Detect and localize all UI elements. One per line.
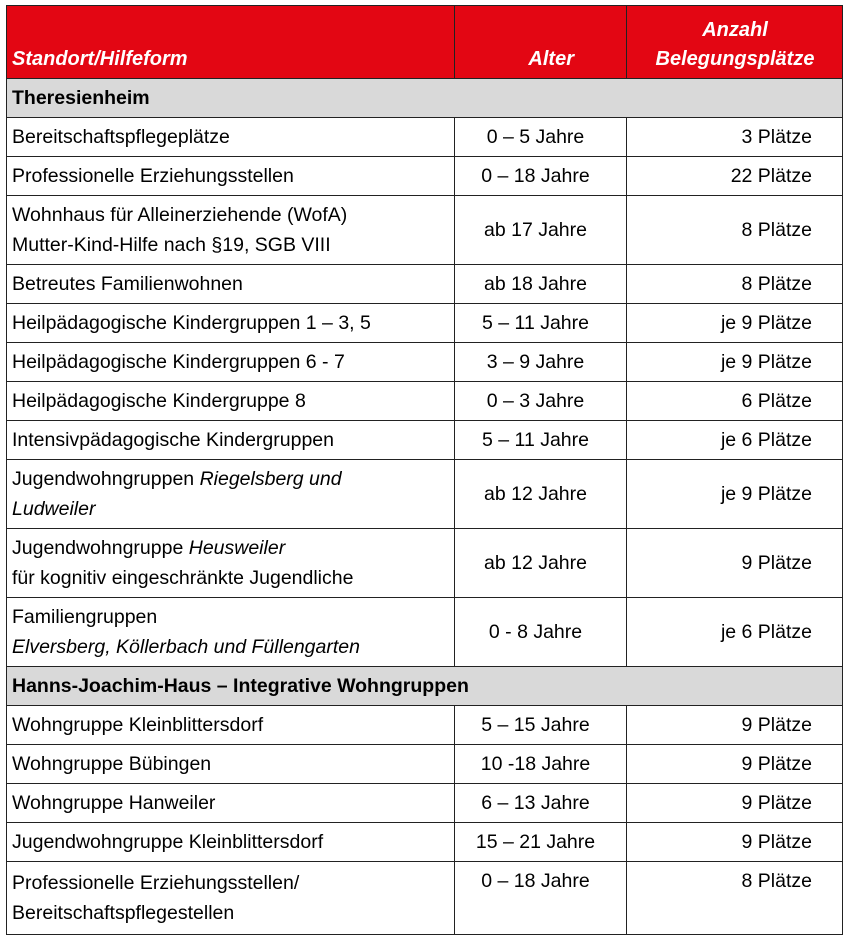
row-name-line2: Mutter-Kind-Hilfe nach §19, SGB VIII [12,234,331,256]
row-name-line2: Bereitschaftspflegestellen [12,902,235,924]
row-name: Jugendwohngruppe Kleinblittersdorf [7,823,455,862]
row-age: 0 – 18 Jahre [455,157,627,196]
row-name: Wohngruppe Kleinblittersdorf [7,706,455,745]
row-places: 22 Plätze [627,157,843,196]
row-name-line1: Familiengruppen [12,606,158,628]
row-places: 9 Plätze [627,529,843,598]
row-age: 5 – 15 Jahre [455,706,627,745]
row-name: Heilpädagogische Kindergruppen 6 - 7 [7,343,455,382]
row-age: 10 -18 Jahre [455,745,627,784]
header-places-line2: Belegungsplätze [655,48,815,70]
table-row [7,196,843,265]
row-name-line1: Professionelle Erziehungsstellen/ [12,872,300,894]
row-age: 6 – 13 Jahre [455,784,627,823]
row-age: ab 12 Jahre [455,460,627,529]
row-places: 9 Plätze [627,745,843,784]
row-age: 3 – 9 Jahre [455,343,627,382]
table-row [7,460,843,529]
table-row [7,265,843,304]
row-places: je 6 Plätze [627,598,843,667]
row-places: 9 Plätze [627,706,843,745]
row-name-italic1: Riegelsberg und [199,468,342,490]
row-places: je 6 Plätze [627,421,843,460]
row-places: 9 Plätze [627,823,843,862]
row-name-line1 [12,533,450,563]
row-places: 6 Plätze [627,382,843,421]
row-age: 0 – 3 Jahre [455,382,627,421]
row-name: Wohngruppe Bübingen [7,745,455,784]
table-row [7,157,843,196]
row-name-italic2: Ludweiler [12,498,96,520]
row-age: ab 17 Jahre [455,196,627,265]
table-row [7,421,843,460]
row-name: Bereitschaftspflegeplätze [7,118,455,157]
row-name-italic: Elversberg, Köllerbach und Füllengarten [12,636,360,658]
table-row [7,118,843,157]
row-age: 0 – 5 Jahre [455,118,627,157]
table-row [7,343,843,382]
section-title: Hanns-Joachim-Haus – Integrative Wohngruppen [7,667,843,706]
table-row [7,784,843,823]
row-places: 9 Plätze [627,784,843,823]
row-name-prefix: Jugendwohngruppe [12,537,189,559]
section-row [7,667,843,706]
row-name-line1: Wohnhaus für Alleinerziehende (WofA) [12,204,348,226]
header-age: Alter [455,6,627,79]
row-name-italic: Heusweiler [188,537,286,559]
table-row [7,706,843,745]
row-name: Intensivpädagogische Kindergruppen [7,421,455,460]
row-name [7,598,455,667]
row-name: Wohngruppe Hanweiler [7,784,455,823]
table-row [7,745,843,784]
row-places: je 9 Plätze [627,343,843,382]
table-row [7,823,843,862]
row-places: 8 Plätze [627,196,843,265]
row-name: Heilpädagogische Kindergruppen 1 – 3, 5 [7,304,455,343]
row-name-line1 [12,464,450,494]
table-row [7,529,843,598]
row-places: je 9 Plätze [627,460,843,529]
row-age: 0 – 18 Jahre [455,862,627,935]
row-age: 5 – 11 Jahre [455,304,627,343]
table-row [7,382,843,421]
row-age: 0 - 8 Jahre [455,598,627,667]
row-places: 3 Plätze [627,118,843,157]
row-name-line2: für kognitiv eingeschränkte Jugendliche [12,567,354,589]
table-container [6,5,843,935]
header-row [7,6,843,79]
section-row [7,79,843,118]
row-name: Betreutes Familienwohnen [7,265,455,304]
section-title: Theresienheim [7,79,843,118]
row-name-prefix: Jugendwohngruppen [12,468,200,490]
table-row [7,598,843,667]
table-row [7,862,843,935]
row-places: 8 Plätze [627,862,843,935]
placement-table [6,5,843,935]
row-name: Heilpädagogische Kindergruppe 8 [7,382,455,421]
header-location: Standort/Hilfeform [7,6,455,79]
row-places: 8 Plätze [627,265,843,304]
row-name [7,529,455,598]
header-places [627,6,843,79]
row-name [7,196,455,265]
header-places-line1: Anzahl [702,19,768,41]
row-age: 5 – 11 Jahre [455,421,627,460]
table-row [7,304,843,343]
row-age: ab 18 Jahre [455,265,627,304]
row-name: Professionelle Erziehungsstellen [7,157,455,196]
row-age: ab 12 Jahre [455,529,627,598]
row-name [7,862,455,935]
row-age: 15 – 21 Jahre [455,823,627,862]
row-places: je 9 Plätze [627,304,843,343]
row-name [7,460,455,529]
